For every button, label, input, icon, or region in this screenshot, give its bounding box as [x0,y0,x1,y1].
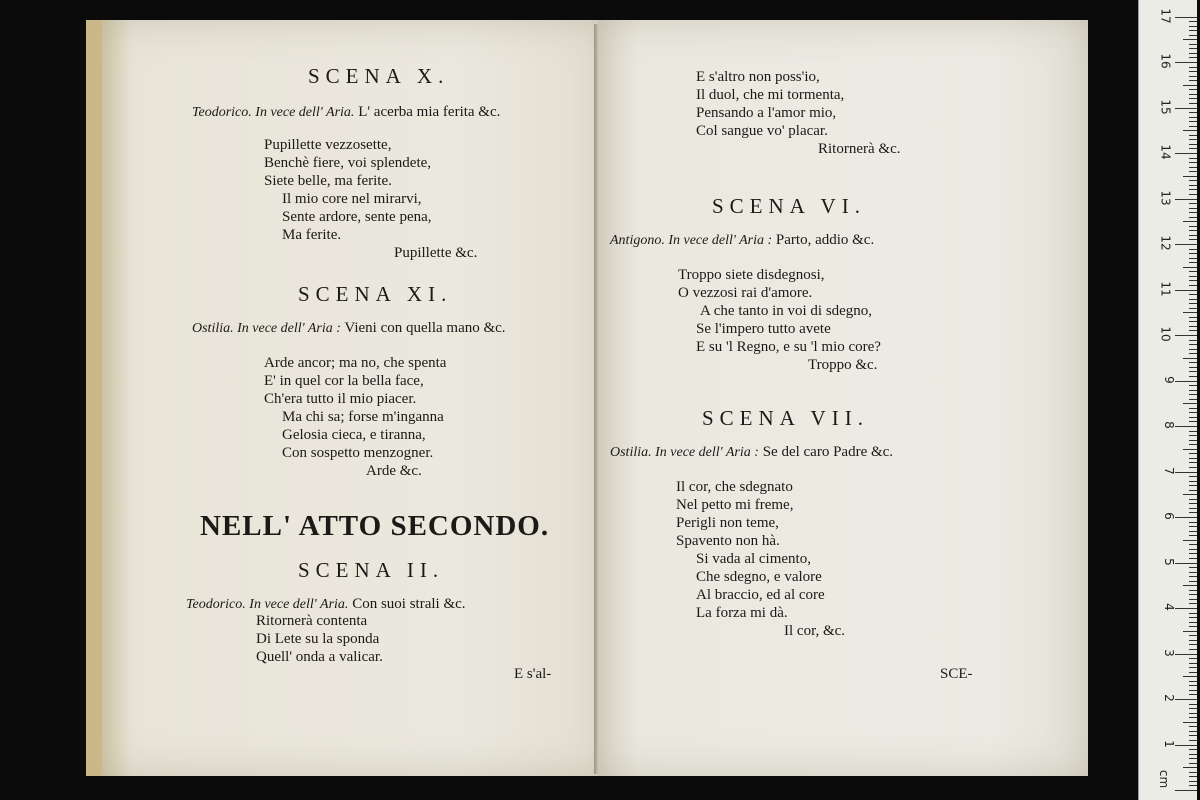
ruler-number: 8 [1162,421,1177,429]
ruler-tick [1189,690,1197,691]
ruler-tick [1175,17,1197,18]
ruler-tick [1189,581,1197,582]
cue-speaker: Ostilia [610,445,649,460]
ruler-number: 15 [1158,98,1173,115]
ruler-tick [1189,258,1197,259]
ruler-tick [1189,212,1197,213]
ruler-tick [1189,522,1197,523]
ruler-tick [1189,576,1197,577]
ruler-tick [1183,176,1197,177]
cue-text: L' acerba mia ferita &c. [354,104,501,120]
scena-x-cue [192,104,500,121]
ruler-tick [1189,567,1197,568]
ruler-tick [1175,244,1197,245]
verse-line: Pupillette vezzosette, [264,137,392,153]
cue-italic: . In vece dell' Aria : [230,321,341,336]
ruler-tick [1189,103,1197,104]
ruler-number: 1 [1162,739,1177,748]
ruler-tick [1183,221,1197,222]
ruler-tick [1189,80,1197,81]
verse-line: Siete belle, ma ferite. [264,173,392,189]
ruler-tick [1189,649,1197,650]
verse-line: Di Lete su la sponda [256,631,380,647]
scena-xi-cue [192,320,506,337]
ruler-tick [1189,180,1197,181]
ruler-tick [1189,481,1197,482]
ruler-tick [1189,408,1197,409]
ruler-tick [1183,722,1197,723]
ruler-tick [1189,71,1197,72]
ruler-tick [1183,449,1197,450]
ruler-tick [1189,171,1197,172]
verse-line: Ch'era tutto il mio piacer. [264,391,417,407]
refrain: Troppo &c. [808,357,878,373]
ruler-tick [1189,167,1197,168]
refrain: Il cor, &c. [784,623,846,639]
ruler-tick [1183,312,1197,313]
verse-line: E s'altro non poss'io, [696,69,820,85]
cue-italic: . In vece dell' Aria. [248,105,355,120]
ruler-tick [1175,745,1197,746]
ruler-tick [1189,635,1197,636]
verse-line: Sente ardore, sente pena, [282,209,432,225]
ruler-tick [1189,763,1197,764]
cue-text: Parto, addio &c. [772,232,875,248]
ruler-tick [1189,326,1197,327]
measuring-ruler [1138,0,1197,800]
ruler-tick [1189,299,1197,300]
ruler-tick [1189,622,1197,623]
ruler-tick [1189,781,1197,782]
ruler-tick [1189,458,1197,459]
ruler-tick [1175,699,1197,700]
verse-line: Perigli non teme, [676,515,779,531]
ruler-tick [1189,431,1197,432]
ruler-tick [1189,26,1197,27]
ruler-tick [1189,440,1197,441]
ruler-tick [1189,731,1197,732]
ruler-tick [1189,57,1197,58]
ruler-number: 10 [1158,326,1173,342]
verse-line: E su 'l Regno, e su 'l mio core? [696,339,881,355]
ruler-tick [1189,704,1197,705]
verse-line: Nel petto mi freme, [676,497,794,513]
ruler-tick [1189,217,1197,218]
verse-line: Con sospetto menzogner. [282,445,434,461]
ruler-tick [1183,403,1197,404]
scena-vii-title: SCENA VII. [702,406,869,430]
ruler-tick [1189,544,1197,545]
ruler-tick [1189,53,1197,54]
ruler-tick [1189,749,1197,750]
ruler-number: 3 [1162,648,1177,657]
ruler-tick [1189,148,1197,149]
ruler-number: 9 [1162,375,1177,384]
ruler-tick [1175,790,1197,791]
ruler-tick [1189,362,1197,363]
ruler-tick [1189,308,1197,309]
ruler-number: 14 [1158,144,1173,160]
ruler-tick [1189,44,1197,45]
ruler-tick [1189,76,1197,77]
ruler-tick [1189,462,1197,463]
ruler-number: 13 [1158,189,1173,206]
verse-line: E' in quel cor la bella face, [264,373,424,389]
ruler-number: 16 [1158,53,1173,69]
verse-line: Arde ancor; ma no, che spenta [264,355,447,371]
scena-vi-cue [610,232,874,249]
catchword: SCE- [940,666,973,682]
ruler-tick [1183,540,1197,541]
ruler-tick [1189,276,1197,277]
ruler-tick [1189,185,1197,186]
ruler-tick [1189,535,1197,536]
cue-text: Se del caro Padre &c. [758,444,894,460]
cue-speaker: Ostilia [192,321,231,336]
ruler-tick [1189,262,1197,263]
ruler-tick [1175,153,1197,154]
ruler-tick [1189,390,1197,391]
ruler-tick [1189,94,1197,95]
verse-line: Se l'impero tutto avete [696,321,831,337]
ruler-tick [1189,162,1197,163]
verse-line: Al braccio, ed al core [696,587,825,603]
ruler-tick [1175,381,1197,382]
ruler-tick [1175,517,1197,518]
ruler-tick [1189,626,1197,627]
ruler-tick [1189,158,1197,159]
ruler-tick [1189,599,1197,600]
ruler-tick [1189,485,1197,486]
ruler-tick [1189,667,1197,668]
ruler-tick [1189,230,1197,231]
ruler-tick [1189,531,1197,532]
ruler-tick [1189,594,1197,595]
ruler-tick [1189,558,1197,559]
cue-speaker: Antigono [610,233,662,248]
ruler-tick [1189,340,1197,341]
ruler-tick [1189,371,1197,372]
left-page [86,20,612,776]
ruler-tick [1189,417,1197,418]
ruler-tick [1189,476,1197,477]
right-page [598,20,1088,776]
ruler-tick [1189,349,1197,350]
verse-line: O vezzosi rai d'amore. [678,285,813,301]
verse-line: Troppo siete disdegnosi, [678,267,825,283]
ruler-tick [1189,708,1197,709]
ruler-tick [1189,294,1197,295]
ruler-tick [1189,203,1197,204]
ruler-tick [1175,654,1197,655]
ruler-tick [1183,767,1197,768]
ruler-tick [1189,508,1197,509]
verse-line: Il duol, che mi tormenta, [696,87,845,103]
ruler-tick [1189,48,1197,49]
ruler-tick [1189,189,1197,190]
ruler-tick [1189,717,1197,718]
ruler-tick [1189,208,1197,209]
verse-line: Ma ferite. [282,227,342,243]
cue-text: Con suoi strali &c. [348,596,466,612]
ruler-tick [1189,726,1197,727]
ruler-tick [1189,235,1197,236]
refrain: Pupillette &c. [394,245,478,261]
ruler-unit: cm [1156,769,1171,789]
ruler-tick [1189,754,1197,755]
verse-line: Quell' onda a valicar. [256,649,383,665]
ruler-number: 2 [1162,694,1177,702]
ruler-tick [1189,321,1197,322]
ruler-number: 11 [1158,280,1173,297]
ruler-tick [1189,453,1197,454]
refrain: Arde &c. [366,463,422,479]
ruler-tick [1175,426,1197,427]
ruler-tick [1183,631,1197,632]
ruler-tick [1175,199,1197,200]
ruler-tick [1189,144,1197,145]
ruler-tick [1189,239,1197,240]
ruler-tick [1189,553,1197,554]
verse-line: Pensando a l'amor mio, [696,105,837,121]
verse-line: Ma chi sa; forse m'inganna [282,409,444,425]
cue-text: Vieni con quella mano &c. [340,320,506,336]
ruler-tick [1189,35,1197,36]
ruler-tick [1189,249,1197,250]
ruler-tick [1189,67,1197,68]
verse-line: Il mio core nel mirarvi, [282,191,422,207]
ruler-tick [1189,572,1197,573]
ruler-number: 7 [1162,466,1177,475]
ruler-tick [1189,194,1197,195]
ruler-tick [1189,758,1197,759]
ruler-tick [1189,421,1197,422]
ruler-number: 4 [1162,603,1177,611]
ruler-tick [1189,226,1197,227]
ruler-tick [1189,499,1197,500]
ruler-tick [1189,317,1197,318]
ruler-tick [1189,394,1197,395]
ruler-tick [1175,608,1197,609]
scena-x-title: SCENA X. [308,64,450,88]
ruler-tick [1183,358,1197,359]
ruler-tick [1189,603,1197,604]
ruler-tick [1189,590,1197,591]
verse-line: Benchè fiere, voi splendete, [264,155,432,171]
ruler-tick [1189,353,1197,354]
ruler-tick [1189,399,1197,400]
cue-italic: . In vece dell' Aria : [648,445,759,460]
ruler-tick [1175,472,1197,473]
ruler-tick [1175,290,1197,291]
verse-line: Col sangue vo' placar. [696,123,828,139]
verse-line: Si vada al cimento, [696,551,811,567]
verse-line: La forza mi dà. [696,605,788,621]
ruler-tick [1189,490,1197,491]
ruler-tick [1189,21,1197,22]
ruler-tick [1189,549,1197,550]
ruler-tick [1189,280,1197,281]
ruler-tick [1189,640,1197,641]
ruler-number: 12 [1158,235,1173,251]
ruler-tick [1189,30,1197,31]
ruler-tick [1183,676,1197,677]
cue-speaker: Teodorico [192,105,249,120]
verse-line: A che tanto in voi di sdegno, [700,303,873,319]
ruler-tick [1189,740,1197,741]
ruler-tick [1189,385,1197,386]
ruler-tick [1189,503,1197,504]
scena-vii-cue [610,444,893,461]
ruler-tick [1183,267,1197,268]
ruler-tick [1189,135,1197,136]
ruler-tick [1189,467,1197,468]
ruler-tick [1189,303,1197,304]
scena-ii-cue [186,596,466,613]
ruler-tick [1189,613,1197,614]
ruler-tick [1183,585,1197,586]
ruler-tick [1189,112,1197,113]
ruler-tick [1175,335,1197,336]
verse-line: Che sdegno, e valore [696,569,822,585]
ruler-tick [1175,563,1197,564]
ruler-tick [1189,89,1197,90]
ruler-tick [1189,126,1197,127]
ruler-tick [1189,658,1197,659]
ruler-tick [1189,776,1197,777]
ruler-tick [1189,98,1197,99]
cue-speaker: Teodorico [186,597,243,612]
ruler-tick [1189,412,1197,413]
ruler-tick [1189,367,1197,368]
refrain: Ritornerà &c. [818,141,901,157]
ruler-tick [1189,435,1197,436]
ruler-tick [1183,494,1197,495]
ruler-number: 6 [1162,512,1177,520]
ruler-tick [1189,785,1197,786]
ruler-number: 5 [1162,557,1177,566]
ruler-tick [1189,376,1197,377]
ruler-tick [1189,685,1197,686]
ruler-tick [1189,121,1197,122]
ruler-tick [1189,117,1197,118]
catchword: E s'al- [514,666,552,682]
cue-italic: . In vece dell' Aria : [661,233,773,248]
ruler-tick [1189,772,1197,773]
ruler-tick [1183,130,1197,131]
scena-ii-title: SCENA II. [298,558,445,582]
cue-italic: . In vece dell' Aria. [242,597,349,612]
act-heading: NELL' ATTO SECONDO. [200,510,550,542]
verse-line: Il cor, che sdegnato [676,479,793,495]
ruler-tick [1189,735,1197,736]
ruler-tick [1189,344,1197,345]
ruler-number: 17 [1158,7,1173,24]
ruler-tick [1175,62,1197,63]
scena-xi-title: SCENA XI. [298,282,453,306]
ruler-tick [1175,108,1197,109]
ruler-tick [1189,617,1197,618]
ruler-tick [1189,663,1197,664]
ruler-tick [1189,285,1197,286]
ruler-tick [1189,694,1197,695]
ruler-tick [1189,253,1197,254]
ruler-tick [1189,672,1197,673]
scena-vi-title: SCENA VI. [712,194,866,218]
ruler-tick [1189,512,1197,513]
verse-line: Ritornerà contenta [256,613,368,629]
ruler-tick [1189,681,1197,682]
ruler-tick [1189,526,1197,527]
verse-line: Spavento non hà. [676,533,780,549]
ruler-tick [1189,330,1197,331]
ruler-tick [1183,85,1197,86]
ruler-tick [1189,713,1197,714]
ruler-tick [1189,644,1197,645]
ruler-tick [1189,444,1197,445]
ruler-tick [1189,139,1197,140]
verse-line: Gelosia cieca, e tiranna, [282,427,426,443]
ruler-tick [1189,271,1197,272]
ruler-tick [1183,39,1197,40]
